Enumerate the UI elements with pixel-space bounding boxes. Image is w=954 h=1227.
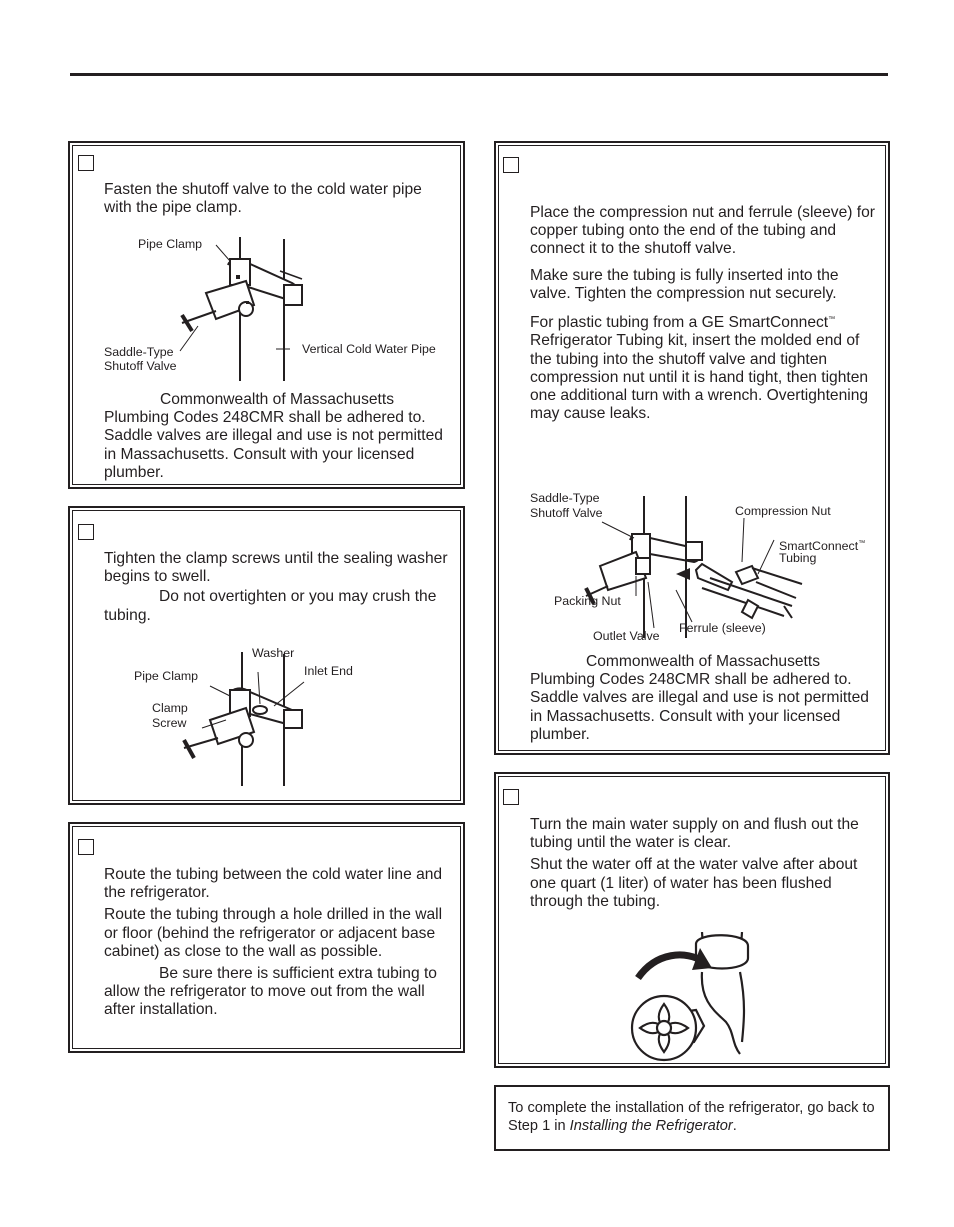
step-instruction-2: Route the tubing through a hole drilled in the wall or floor (behind the refrigerator or adjacent base cabinet) as close to the wall as possible. — [104, 906, 443, 960]
label-pipe-clamp: Pipe Clamp — [134, 669, 199, 683]
step-flush-tubing-box — [494, 772, 890, 1068]
label-tubing: Tubing — [779, 551, 817, 565]
label-shutoff-valve: Shutoff Valve — [104, 359, 177, 373]
step-instruction-3: For plastic tubing from a GE SmartConnect™ Refrigerator Tubing kit, insert the molded end of the tubing into the shutoff valve and tighten compression nut until it is hand tight, then tighten one additional turn with a wrench. Overtightening may cause leaks. — [530, 314, 869, 423]
step-checkbox[interactable] — [503, 157, 519, 173]
step-instruction-1: Turn the main water supply on and flush out the tubing until the water is clear. — [530, 816, 859, 852]
tighten-clamp-diagram — [70, 648, 467, 788]
complete-installation-text: To complete the installation of the refrigerator, go back to Step 1 in Installing the Refrigerator. — [508, 1100, 875, 1134]
step-instruction-1: Route the tubing between the cold water line and the refrigerator. — [104, 866, 443, 902]
step-checkbox[interactable] — [503, 789, 519, 805]
step-instruction: Fasten the shutoff valve to the cold water pipe with the pipe clamp. — [104, 181, 422, 217]
step-shutoff-valve-box — [68, 141, 465, 489]
label-vertical-cold-water-pipe: Vertical Cold Water Pipe — [302, 342, 436, 356]
caution-text: Do not overtighten or you may crush the tubing. — [104, 588, 437, 624]
massachusetts-note: Commonwealth of Massachusetts Plumbing Codes 248CMR shall be adhered to. Saddle valves are illegal and use is not permitted in Massachusetts. Consult with your licensed plumber. — [104, 391, 443, 481]
step-checkbox[interactable] — [78, 524, 94, 540]
step-checkbox[interactable] — [78, 155, 94, 171]
step-note: Be sure there is sufficient extra tubing to allow the refrigerator to move out from the wall after installation. — [104, 965, 437, 1019]
step-instruction-2: Make sure the tubing is fully inserted into the valve. Tighten the compression nut securely. — [530, 266, 839, 302]
label-saddle-type: Saddle-Type — [104, 345, 174, 359]
label-packing-nut: Packing Nut — [554, 594, 621, 608]
shutoff-valve-clamp-diagram — [70, 231, 467, 401]
step-instruction-1: Place the compression nut and ferrule (sleeve) for copper tubing onto the end of the tubing and connect it to the shutoff valve. — [530, 204, 875, 258]
label-pipe-clamp: Pipe Clamp — [138, 237, 203, 251]
water-valve-knob-diagram — [496, 932, 892, 1062]
label-smartconnect: SmartConnect™ — [779, 539, 866, 554]
step-instruction: Tighten the clamp screws until the sealing washer begins to swell. — [104, 550, 448, 586]
label-washer: Washer — [252, 646, 295, 660]
step-connect-tubing-box — [494, 141, 890, 755]
massachusetts-note: Commonwealth of Massachusetts Plumbing Codes 248CMR shall be adhered to. Saddle valves are illegal and use is not permitted in Massachusetts. Consult with your licensed plumber. — [530, 653, 869, 743]
label-compression-nut: Compression Nut — [735, 504, 831, 518]
installing-refrigerator-link[interactable]: Installing the Refrigerator — [569, 1118, 733, 1134]
header-rule — [70, 73, 888, 76]
complete-installation-box — [494, 1085, 890, 1151]
label-ferrule: Ferrule (sleeve) — [679, 621, 766, 635]
label-screw: Screw — [152, 716, 187, 730]
label-outlet-valve: Outlet Valve — [593, 629, 660, 643]
step-tighten-clamp-box — [68, 506, 465, 805]
step-route-tubing-box — [68, 822, 465, 1053]
label-saddle-type: Saddle-Type — [530, 491, 600, 505]
label-shutoff-valve: Shutoff Valve — [530, 506, 603, 520]
step-instruction-2: Shut the water off at the water valve after about one quart (1 liter) of water has been flushed through the tubing. — [530, 856, 858, 910]
step-checkbox[interactable] — [78, 839, 94, 855]
label-clamp: Clamp — [152, 701, 188, 715]
label-inlet-end: Inlet End — [304, 664, 353, 678]
